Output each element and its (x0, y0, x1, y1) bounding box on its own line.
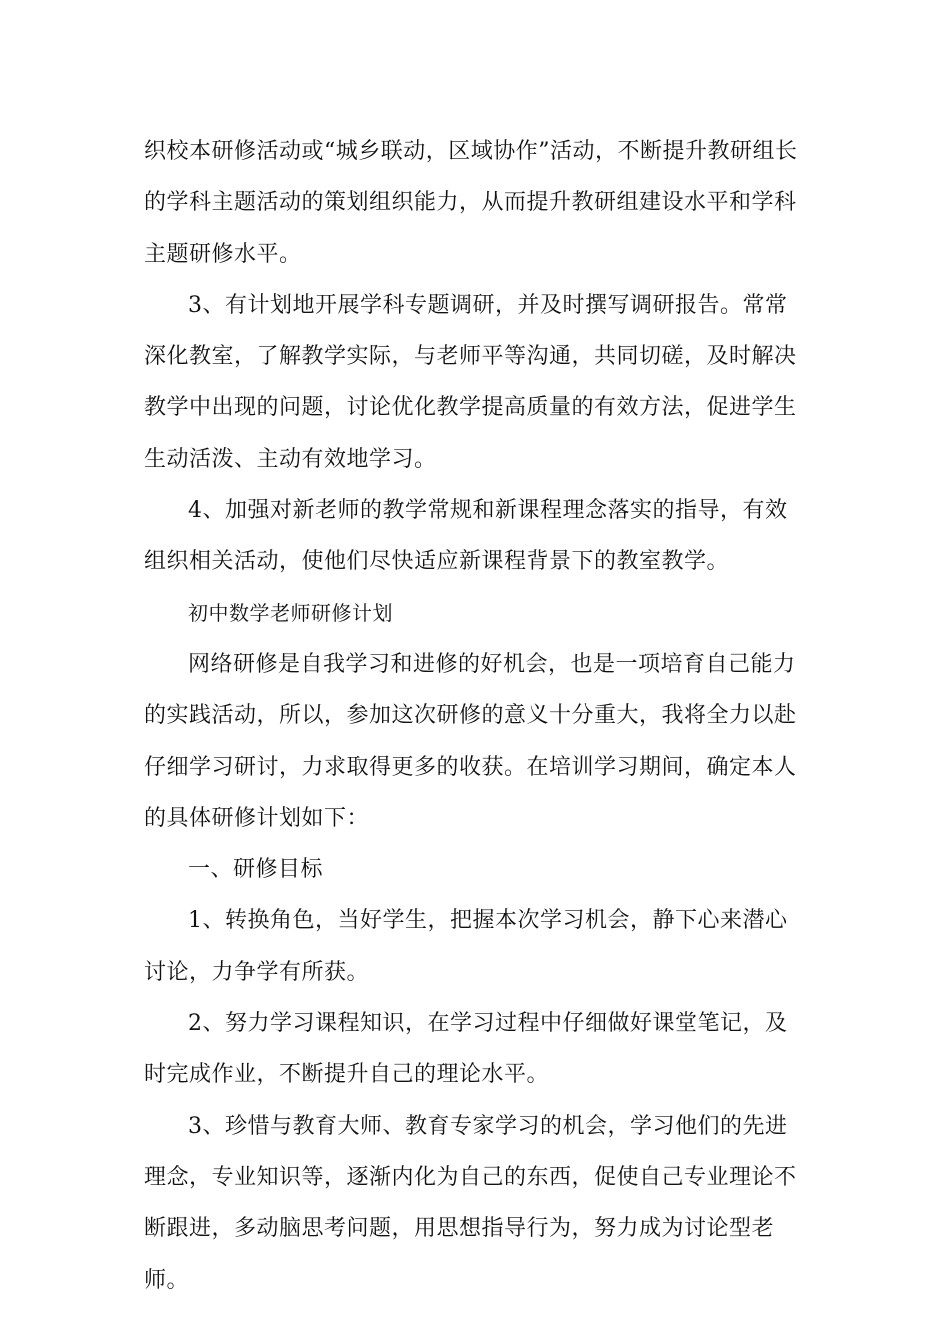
goal-item-3: 3、珍惜与教育大师、教育专家学习的机会，学习他们的先进理念，专业知识等，逐渐内化为自己的东西，促使自己专业理论不断跟进，多动脑思考问题，用思想指导行为，努力成为讨论型老师。 (144, 1113, 797, 1293)
paragraph-item-4: 4、加强对新老师的教学常规和新课程理念落实的指导，有效组织相关活动，使他们尽快适应新课程背景下的教室教学。 (144, 498, 788, 575)
section-title: 初中数学老师研修计划 (188, 600, 393, 625)
subheading-goals: 一、研修目标 (188, 857, 324, 883)
document-body (144, 126, 808, 1306)
paragraph-intro: 网络研修是自我学习和进修的好机会，也是一项培育自己能力的实践活动，所以，参加这次研修的意义十分重大，我将全力以赴仔细学习研讨，力求取得更多的收获。在培训学习期间，确定本人的具体研修计划如下： (144, 651, 797, 831)
goal-item-2: 2、努力学习课程知识，在学习过程中仔细做好课堂笔记，及时完成作业，不断提升自己的理论水平。 (144, 1011, 788, 1088)
goal-item-1: 1、转换角色，当好学生，把握本次学习机会，静下心来潜心讨论，力争学有所获。 (144, 908, 788, 985)
paragraph-continuation: 织校本研修活动或“城乡联动，区域协作”活动，不断提升教研组长的学科主题活动的策划组织能力，从而提升教研组建设水平和学科主题研修水平。 (144, 139, 798, 267)
paragraph-item-3: 3、有计划地开展学科专题调研，并及时撰写调研报告。常常深化教室，了解教学实际，与老师平等沟通，共同切磋，及时解决教学中出现的问题，讨论优化教学提高质量的有效方法，促进学生生动活泼、主动有效地学习。 (144, 292, 797, 472)
